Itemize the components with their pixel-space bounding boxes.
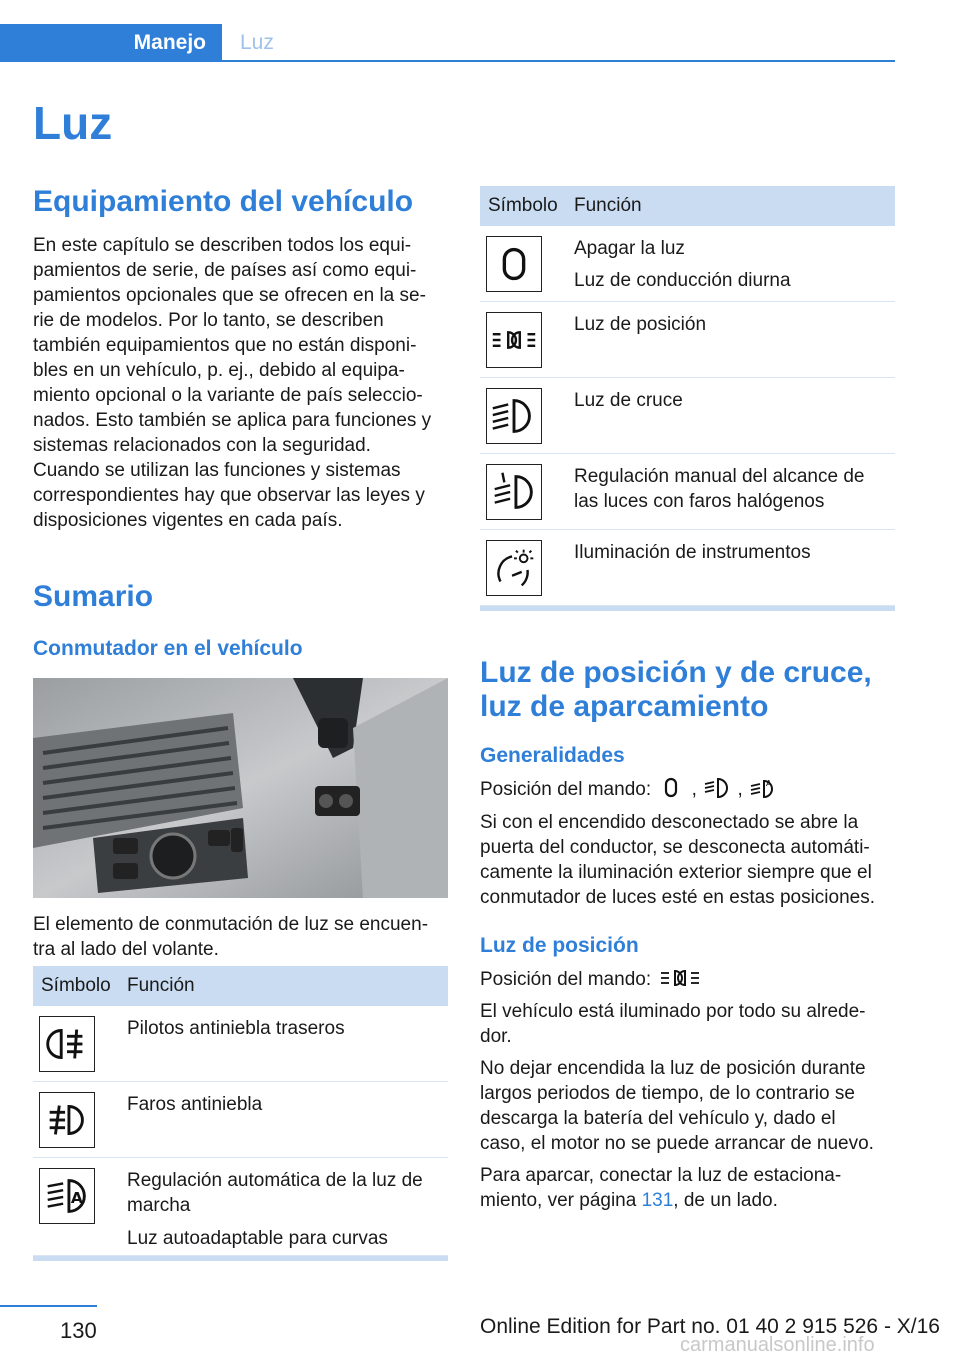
page-link-131[interactable]: 131 (641, 1190, 674, 1211)
table-row (33, 1006, 448, 1082)
generalidades-text: Si con el encendido desconectado se abre la puerta del conductor, se desconecta automáti‐ camente la iluminación exterior siempre que el conmutador de luces esté en estas posiciones. (480, 812, 876, 908)
col-simbolo: Símbolo (41, 975, 111, 996)
row-text: Faros antiniebla (127, 1094, 263, 1115)
row-text: Pilotos antiniebla traseros (127, 1018, 345, 1039)
equipamiento-text: En este capítulo se describen todos los equi‐ pamientos de serie, de países así como equi‐ pamientos opcionales que se ofrecen en la se‐ rie de modelos. Por lo tanto, se describen también equipamientos que no están disponi‐ bles en un vehículo, p. ej., debido al equipa‐ miento opcional o la variante de país seleccio‐ nados. Esto también se aplica para funciones y sistemas relacionados con la seguridad. Cuando se utilizan las funciones y sistemas correspondientes hay que observar las leyes y disposiciones vigentes en cada país. (33, 235, 432, 531)
luz-posicion-heading: Luz de posición (480, 934, 639, 957)
sumario-heading: Sumario (33, 580, 154, 613)
col-funcion: Función (574, 195, 642, 216)
instrument-lighting-icon (486, 540, 542, 596)
front-fog-light-icon (39, 1092, 95, 1148)
luz-posicion-text: El vehículo está iluminado por todo su alrede‐ dor. (480, 1001, 866, 1047)
auto-light-icon (748, 777, 778, 799)
table-row (480, 530, 895, 606)
automatic-headlight-icon (39, 1168, 95, 1224)
tab-luz[interactable]: Luz (240, 31, 274, 54)
equipamiento-heading: Equipamiento del vehículo (33, 185, 414, 218)
conmutador-subheading: Conmutador en el vehículo (33, 637, 303, 660)
symbol-table-left (33, 966, 448, 1261)
col-funcion: Función (127, 975, 195, 996)
svg-text:A: A (70, 1188, 83, 1207)
parking-light-icon (486, 312, 542, 368)
table-row (480, 226, 895, 302)
table-end-bar (33, 1256, 448, 1261)
headlight-range-icon (486, 464, 542, 520)
table-header (33, 966, 448, 1006)
low-beam-icon (486, 388, 542, 444)
row-text: Luz de posición (574, 314, 707, 335)
table-end-bar (480, 606, 895, 611)
table-row (480, 454, 895, 530)
light-switch-photo (33, 678, 448, 898)
row-text: Iluminación de instrumentos (574, 542, 811, 563)
table-row (480, 378, 895, 454)
tab-manejo[interactable]: Manejo (0, 24, 222, 62)
footer-divider (0, 1305, 97, 1307)
symbol-table-right (480, 186, 895, 611)
table-header (480, 186, 895, 226)
row-text: Luz de cruce (574, 390, 683, 411)
parking-light-icon (656, 967, 704, 989)
svg-text:A: A (766, 779, 772, 788)
mando-positions: Posición del mando: , , A (480, 777, 900, 802)
table-row (33, 1158, 448, 1256)
aparcar-text: Para aparcar, conectar la luz de estaciona‐ miento, ver página 131, de un lado. (480, 1165, 842, 1211)
lights-off-icon (486, 236, 542, 292)
mando-parking: Posición del mando: (480, 967, 900, 992)
low-beam-icon (702, 777, 732, 799)
photo-caption: El elemento de conmutación de luz se encuen‐ tra al lado del volante. (33, 914, 429, 960)
rear-fog-light-icon (39, 1016, 95, 1072)
col-simbolo: Símbolo (488, 195, 558, 216)
row-text: Regulación automática de la luz de marcha Luz autoadaptable para curvas (127, 1170, 423, 1249)
table-row (480, 302, 895, 378)
row-text: Apagar la luz Luz de conducción diurna (574, 238, 791, 291)
table-row (33, 1082, 448, 1158)
watermark: carmanualsonline.info (680, 1334, 875, 1356)
row-text: Regulación manual del alcance de las luces con faros halógenos (574, 466, 865, 512)
warning-text: No dejar encendida la luz de posición durante largos periodos de tiempo, de lo contrario se descarga la batería del vehículo y, dado el caso, el motor no se puede arrancar de nuevo. (480, 1058, 874, 1154)
edition-info: Online Edition for Part no. 01 40 2 915 526 - X/16 (480, 1315, 940, 1338)
posicion-heading: Luz de posición y de cruce, luz de aparcamiento (480, 656, 872, 723)
header-divider (0, 60, 895, 62)
generalidades-heading: Generalidades (480, 744, 625, 767)
page-title: Luz (33, 97, 113, 149)
lights-off-icon (656, 777, 686, 799)
page-number: 130 (60, 1318, 97, 1343)
